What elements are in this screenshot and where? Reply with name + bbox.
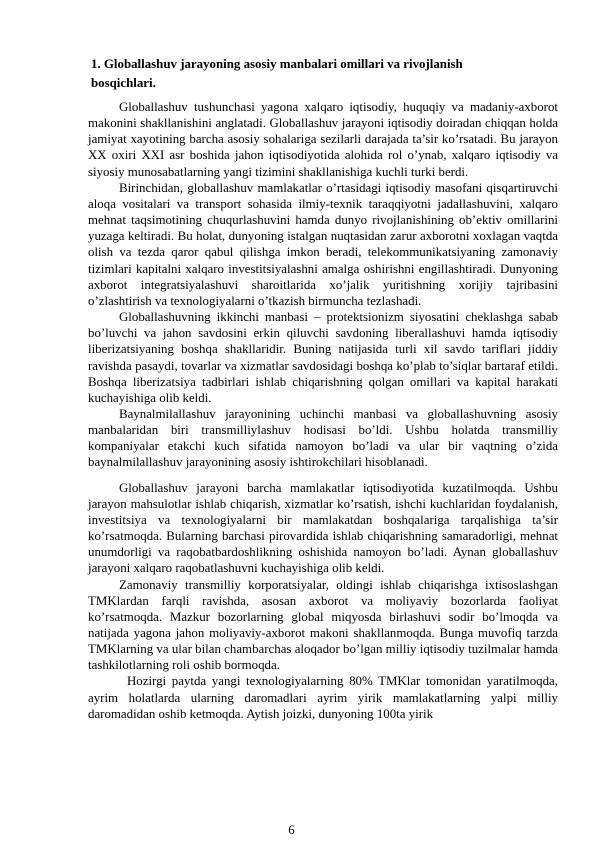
paragraph: Globallashuvning ikkinchi manbasi – protektsionizm siyosatini cheklashga sabab bo’luvchi va jahon savdosini erkin qiluvchi savdoning liberallashuvi hamda iqtisodiy liberizatsiyaning boshqa shakllaridir. Buning natijasida turli xil savdo tariflari jiddiy ravishda pasaydi, tovarlar va xizmatlar savdosidagi boshqa ko’plab to’siqlar bartaraf etildi. Boshqa liberizatsiya tadbirlari ishlab chiqarishning qolgan omillari va kapital harakati kuchayishiga olib keldi. — [88, 310, 558, 405]
paragraph: Globallashuv jarayoni barcha mamlakatlar iqtisodiyotida kuzatilmoqda. Ushbu jarayon mahsulotlar ishlab chiqarish, xizmatlar ko’rsatish, ishchi kuchlaridan foydalanish, investitsiya va texnologiyalarni bir mamlakatdan boshqalariga tarqalishiga ta’sir ko’rsatmoqda. Bularning barchasi pirovardida ishlab chiqarishning samaradorligi, mehnat unumdorligi va raqobatbardoshlikning oshishida namoyon bo’ladi. Aynan globallashuv jarayoni xalqaro raqobatlashuvni kuchayishiga olib keldi. — [88, 480, 558, 576]
paragraph: Birinchidan, globallashuv mamlakatlar o’rtasidagi iqtisodiy masofani qisqartiruvchi aloqa vositalari va transport sohasida ilmiy-texnik taraqqiyotni jadallashuvini, xalqaro mehnat taqsimotining chuqurlashuvini hamda dunyo rivojlanishining ob’ektiv omillarini yuzaga keltiradi. Bu holat, dunyoning istalgan nuqtasidan zarur axborotni xoxlagan vaqtda olish va tezda qaror qabul qilishga imkon beradi, telekommunikatsiyaning zamonaviy tizimlari kapitalni xalqaro investitsiyalashni amalga oshirishni engillashtiradi. Dunyoning axborot integratsiyalashuvi sharoitlarida xo’jalik yuritishning xorijiy tajribasini o’zlashtirish va texnologiyalarni o’tkazish birmuncha tezlashadi. — [88, 180, 558, 308]
paragraph: Globallashuv tushunchasi yagona xalqaro iqtisodiy, huquqiy va madaniy-axborot makonini shakllanishini anglatadi. Globallashuv jarayoni iqtisodiy doiradan chiqqan holda jamiyat xayotining barcha asosiy sohalariga sezilarli darajada ta’sir ko’rsatadi. Bu jarayon XX oxiri XXI asr boshida jahon iqtisodiyotida alohida rol o’ynab, xalqaro iqtisodiy va siyosiy munosabatlarning yangi tizimini shakllanishiga kuchli turki berdi. — [88, 100, 558, 179]
section-heading: 1. Globallashuv jarayoning asosiy manbalari omillari va rivojlanish bosqichlari. — [91, 57, 463, 90]
paragraph: Hozirgi paytda yangi texnologiyalarning 80% TMKlar tomonidan yaratilmoqda, ayrim holatlarda ularning daromadlari ayrim yirik mamlakatlarning yalpi milliy daromadidan oshib ketmoqda. Aytish joizki, dunyoning 100ta yirik — [88, 674, 558, 721]
page-number: 6 — [288, 823, 295, 837]
paragraph: Zamonaviy transmilliy korporatsiyalar, oldingi ishlab chiqarishga ixtisoslashgan TMKlardan farqli ravishda, asosan axborot va moliyaviy bozorlarda faoliyat ko’rsatmoqda. Mazkur bozorlarning global miqyosda birlashuvi sodir bo’lmoqda va natijada yagona jahon moliyaviy-axborot makoni shakllanmoqda. Bunga muvofiq tarzda TMKlarning va ular bilan chambarchas aloqador bo’lgan milliy iqtisodiy tuzilmalar hamda tashkilotlarning roli oshib bormoqda. — [88, 577, 558, 673]
body-text — [88, 99, 558, 722]
paragraph: Baynalmilallashuv jarayonining uchinchi manbasi va globallashuvning asosiy manbalaridan biri transmilliylashuv hodisasi bo’ldi. Ushbu holatda transmilliy kompaniyalar etakchi kuch sifatida namoyon bo’ladi va ular bir vaqtning o’zida baynalmilallashuv jarayonining asosiy ishtirokchilari hisoblanadi. — [88, 406, 558, 470]
